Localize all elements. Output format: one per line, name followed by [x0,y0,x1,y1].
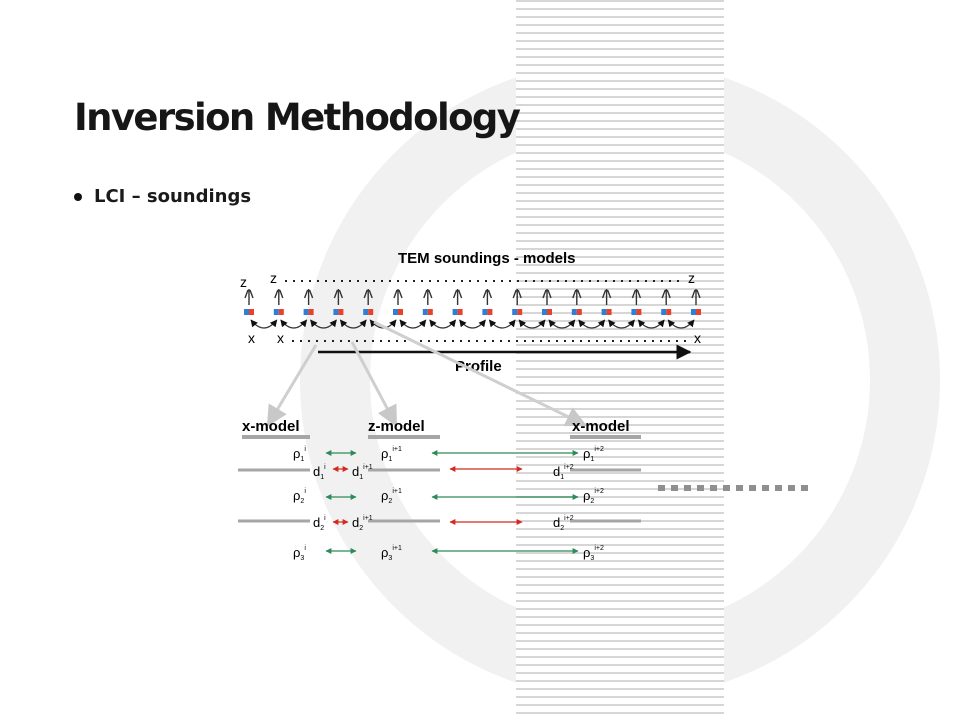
rho-1-i1: $\rho_1^{i+1}$ [381,446,402,463]
lateral-constraint-arrow-icon [460,320,486,328]
profile-label: Profile [455,358,502,375]
rho-1-i: $\rho_1^i$ [293,446,306,463]
d-1-i2: $d_1^{i+2}$ [553,464,574,481]
sounding-instrument-icon [393,289,403,315]
model-header-z: z-model [368,418,425,435]
d-2-i1: $d_2^{i+1}$ [352,515,373,532]
soundings-row [244,289,701,315]
lateral-constraint-arrow-icon [281,320,307,328]
pointer-arrow-x-model-right [374,322,585,425]
rho-3-i1: $\rho_3^{i+1}$ [381,545,402,562]
rho-2-i: $\rho_2^i$ [293,488,306,505]
z-label-last: z [688,270,695,286]
sounding-instrument-icon [333,289,343,315]
rho-2-i2: $\rho_2^{i+2}$ [583,488,604,505]
rho-1-i2: $\rho_1^{i+2}$ [583,446,604,463]
lateral-constraint-arcs [251,320,694,328]
d-2-i: $d_2^i$ [313,515,326,532]
x-label-second: x [277,330,284,346]
z-label-first: z [240,274,247,290]
x-label-last: x [694,330,701,346]
x-label-first: x [248,330,255,346]
sounding-instrument-icon [363,289,373,315]
sounding-instrument-icon [482,289,492,315]
depth-labels [313,464,574,532]
lateral-constraint-arrow-icon [489,320,515,328]
bullet-text: LCI – soundings [94,186,252,207]
sounding-instrument-icon [631,289,641,315]
diagram-title: TEM soundings - models [398,250,576,267]
model-header-x-left: x-model [242,418,300,435]
lateral-constraint-arrow-icon [430,320,456,328]
lateral-constraint-arrow-icon [668,320,694,328]
pointer-arrow-x-model-left [268,345,316,425]
lateral-constraint-arrow-icon [400,320,426,328]
sounding-instrument-icon [512,289,522,315]
sounding-instrument-icon [304,289,314,315]
sounding-instrument-icon [602,289,612,315]
d-2-i2: $d_2^{i+2}$ [553,515,574,532]
lateral-constraint-arrow-icon [340,320,366,328]
rho-3-i: $\rho_3^i$ [293,545,306,562]
lateral-constraint-arrow-icon [638,320,664,328]
rho-3-i2: $\rho_3^{i+2}$ [583,545,604,562]
z-label-second: z [270,270,277,286]
lateral-constraint-arrow-icon [251,320,277,328]
sounding-instrument-icon [572,289,582,315]
model-header-x-right: x-model [572,418,630,435]
lateral-constraint-arrow-icon [311,320,337,328]
sounding-instrument-icon [423,289,433,315]
d-1-i: $d_1^i$ [313,464,326,481]
lateral-constraint-arrow-icon [609,320,635,328]
pointer-arrow-z-model [352,342,396,425]
sounding-instrument-icon [244,289,254,315]
page-title: Inversion Methodology [74,96,520,139]
sounding-instrument-icon [453,289,463,315]
sounding-instrument-icon [542,289,552,315]
d-1-i1: $d_1^{i+1}$ [352,464,373,481]
sounding-instrument-icon [691,289,701,315]
dotted-continuation-line [658,485,808,491]
sounding-instrument-icon [661,289,671,315]
sounding-instrument-icon [274,289,284,315]
lateral-constraint-arrow-icon [519,320,545,328]
lateral-constraint-arrow-icon [549,320,575,328]
lateral-constraint-arrow-icon [579,320,605,328]
rho-2-i1: $\rho_2^{i+1}$ [381,488,402,505]
